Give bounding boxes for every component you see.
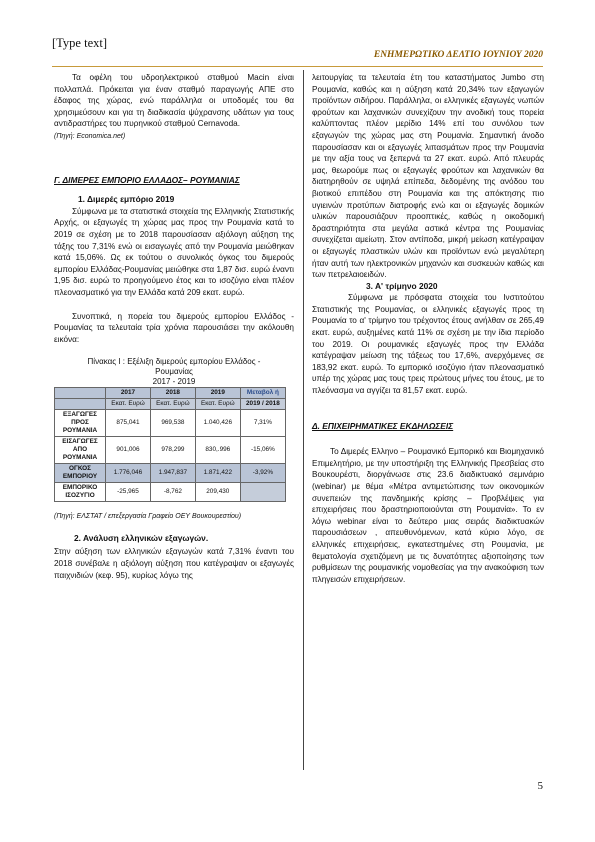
cell-value: 1.040,426 bbox=[195, 410, 240, 437]
cell-value: 875,041 bbox=[106, 410, 151, 437]
unit-2018: Εκατ. Ευρώ bbox=[150, 399, 195, 410]
table-unit-blank bbox=[55, 399, 106, 410]
table-source: (Πηγή: ΕΛΣΤΑΤ / επεξεργασία Γραφείο ΟΕΥ Βουκουρεστίου) bbox=[54, 513, 242, 521]
column-divider bbox=[303, 70, 304, 770]
events-paragraph: Το Διμερές Ελληνο – Ρουμανικό Εμπορικό και Βιομηχανικό Επιμελητήριο, με την υποστήριξη της Ελληνικής Πρεσβείας στο Βουκουρέστι, διοργάνωσε στις 23.6 διαδικτυακό σεμινάριο (webinar) με θέμα «Μέτρα αντιμετώπισης των οικονομικών συνεπειών της πανδημικής κρίσης – Προβλέψεις για επιχειρήσεις που δραστηριοποιούνται στη Ρουμανία». Το εν λόγω webinar είναι το δεύτερο μιας σειράς διαδικτυακών παρουσιάσεων , απευθυνόμενων, κατά κύριο λόγο, σε ελληνικές επιχειρήσεις, εγκατεστημένες στη Ρουμανία, με θεματολογία σχετιζόμενη με τις δυνατότητες αξιοποίησης των ρυθμίσεων της ρουμανικής νομοθεσίας για την ανακούφιση των πληγεισών επιχειρήσεων. bbox=[312, 447, 544, 584]
table-row bbox=[55, 410, 286, 437]
cell-value: 1.947,837 bbox=[150, 464, 195, 483]
table-caption-line3: 2017 - 2019 bbox=[152, 377, 196, 387]
bilateral-trade-paragraph: Σύμφωνα με τα στατιστικά στοιχεία της Ελληνικής Στατιστικής Αρχής, οι εξαγωγές τη χώρας μας προς την Ρουμανία κατά το 2019 σε σχέση με το 2018 παρουσίασαν αξιόλογη αύξηση της τάξης του 7,31% ενώ οι εισαγωγές από την Ρουμανία μειώθηκαν κατά 15,06%. Ως εκ τούτου ο συνολικός όγκος του διμερούς εμπορίου Ελλάδας-Ρουμανίας μειώθηκε στα 1,87 δισ. ευρώ έναντι 1,95 δισ. ευρώ το προηγούμενο έτος και το ισοζύγιο είναι πλέον πλεονασματικό για την Ελλάδα κατά 209 εκατ. ευρώ. bbox=[54, 206, 294, 297]
cell-value: 209,430 bbox=[195, 483, 240, 502]
intro-paragraph: Τα οφέλη του υδροηλεκτρικού σταθμού Macin είναι πολλαπλά. Πρόκειται για έναν σταθμό παραγωγής ΑΠΕ στο έδαφος της χώρας, ενώ παράλληλα οι υποδομές του θα χρησιμεύσουν και για τη διαδικασία ψύχρανσης υδάτων για τους αντιδραστήρες του πυρηνικού σταθμού Cernavoda. bbox=[54, 73, 294, 129]
cell-value: 901,006 bbox=[106, 437, 151, 464]
row-label: ΕΜΠΟΡΙΚΟ ΙΣΟΖΥΓΙΟ bbox=[55, 483, 106, 502]
cell-value: 978,299 bbox=[150, 437, 195, 464]
table-year-row bbox=[55, 388, 286, 399]
subheading-q1-2020: 3. Α' τρίμηνο 2020 bbox=[366, 280, 438, 291]
cell-change: 7,31% bbox=[240, 410, 285, 437]
change-unit: 2019 / 2018 bbox=[240, 399, 285, 410]
table-caption-line1: Πίνακας Ι : Εξέλιξη διμερούς εμπορίου Ελλάδος - bbox=[87, 357, 261, 367]
summary-paragraph: Συνοπτικά, η πορεία του διμερούς εμπορίου Ελλάδος - Ρουμανίας τα τελευταία τρία χρόνια παρουσιάσει την ακόλουθη εικόνα: bbox=[54, 311, 294, 344]
change-header: Μεταβολ ή bbox=[240, 388, 285, 399]
section-heading-d: Δ. ΕΠΙΧΕΙΡΗΜΑΤΙΚΕΣ ΕΚΔΗΛΩΣΕΙΣ bbox=[312, 420, 454, 431]
table-unit-row bbox=[55, 399, 286, 410]
year-2019: 2019 bbox=[195, 388, 240, 399]
cell-change bbox=[240, 483, 285, 502]
export-analysis-continued: λειτουργίας τα τελευταία έτη του καταστήματος Jumbo στη Ρουμανία, καθώς και η αύξηση κατά 20,34% των εξαγωγών προϊόντων σιδήρου. Παράλληλα, οι ελληνικές εξαγωγές νωπών φρούτων και λαχανικών συνεχίζουν την ανοδική τους πορεία καλύπτοντας πλέον μερίδιο 14% επί του συνόλου των εξαγωγών της χώρας μας στη Ρουμανία. Σημαντική άνοδο παρουσίασαν και οι εξαγωγές λιπασμάτων προς την Ρουμανία με την αξία τους να ξεπερνά τα 27 εκατ. ευρώ. Από πλευράς μας, θεωρούμε πως οι εξαγωγές φρούτων και λαχανικών θα διατηρηθούν σε υψηλά επίπεδα, δεδομένης της ανόδου του βιοτικού επιπέδου στη Ρουμανία και της απόκτησης πιο υγιεινών προτύπων διατροφής ενώ και οι εξαγωγές δομικών υλικών παρουσιάζουν προοπτικές, καθώς η οικοδομική δραστηριότητα στα μεγάλα αστικά κέντρα της Ρουμανίας συνεχίζεται αμείωτη. Στον αντίποδα, μικρή μείωση κατέγραψαν οι εξαγωγές πλαστικών υλών και προϊόντων ενώ μεγαλύτερη ήταν αυτή των ηλεκτρονικών μηχανών και συσκευών καθώς και των πετρελαιοειδών. bbox=[312, 73, 544, 280]
trade-table bbox=[54, 387, 286, 502]
subheading-export-analysis: 2. Ανάλυση ελληνικών εξαγωγών. bbox=[74, 532, 209, 543]
page-number: 5 bbox=[537, 780, 543, 792]
cell-change: -3,92% bbox=[240, 464, 285, 483]
cell-value: 830,.996 bbox=[195, 437, 240, 464]
unit-2017: Εκατ. Ευρώ bbox=[106, 399, 151, 410]
left-column bbox=[54, 72, 294, 581]
cell-value: -25,965 bbox=[106, 483, 151, 502]
table-row bbox=[55, 437, 286, 464]
subheading-bilateral-trade: 1. Διμερές εμπόριο 2019 bbox=[78, 194, 175, 205]
cell-value: -8,762 bbox=[150, 483, 195, 502]
q1-paragraph: Σύμφωνα με πρόσφατα στοιχεία του Ινστιτούτου Στατιστικής της Ρουμανίας, οι ελληνικές εξαγωγές προς τη Ρουμανία το α' τρίμηνο του τρέχοντος έτους ανήλθαν σε 265,49 εκατ. ευρώ, αυξημένες κατά 11% σε σχέση με την ίδια περίοδο του 2019. Οι ρουμανικές εξαγωγές προς την Ελλάδα κατέγραψαν μείωση της τάξεως του 17,6%, ανερχόμενες σε 183,92 εκατ. ευρώ. Το εμπορικό ισοζύγιο ήταν πλεονασματικό υπέρ της χώρας μας τους τρεις πρώτους μήνες του έτους, με το πλεόνασμα να αγγίζει τα 81,57 εκατ. ευρώ. bbox=[312, 293, 544, 396]
cell-change: -15,06% bbox=[240, 437, 285, 464]
cell-value: 1.871,422 bbox=[195, 464, 240, 483]
export-analysis-paragraph: Στην αύξηση των ελληνικών εξαγωγών κατά 7,31% έναντι του 2018 συνέβαλε η αξιόλογη αύξηση που κατέγραψαν οι εξαγωγές παιχνιδιών (κεφ. 95), κυρίως λόγω της bbox=[54, 547, 294, 580]
year-2018: 2018 bbox=[150, 388, 195, 399]
cell-value: 1.776,046 bbox=[106, 464, 151, 483]
year-2017: 2017 bbox=[106, 388, 151, 399]
table-row-highlight bbox=[55, 464, 286, 483]
header-left-text: [Type text] bbox=[52, 36, 108, 50]
cell-value: 969,538 bbox=[150, 410, 195, 437]
newsletter-title: ΕΝΗΜΕΡΩΤΙΚΟ ΔΕΛΤΙΟ ΙΟΥΝΙΟΥ 2020 bbox=[373, 50, 543, 60]
table-corner-cell bbox=[55, 388, 106, 399]
table-caption-line2: Ρουμανίας bbox=[155, 367, 193, 377]
section-heading-g: Γ. ΔΙΜΕΡΕΣ ΕΜΠΟΡΙΟ ΕΛΛΑΔΟΣ– ΡΟΥΜΑΝΙΑΣ bbox=[54, 174, 240, 185]
intro-source: (Πηγή: Economica.net) bbox=[54, 132, 126, 140]
header-rule bbox=[52, 66, 543, 67]
row-label: ΕΙΣΑΓΩΓΕΣ ΑΠΟ ΡΟΥΜΑΝΙΑ bbox=[55, 437, 106, 464]
row-label: ΟΓΚΟΣ ΕΜΠΟΡΙΟΥ bbox=[55, 464, 106, 483]
unit-2019: Εκατ. Ευρώ bbox=[195, 399, 240, 410]
row-label: ΕΞΑΓΩΓΕΣ ΠΡΟΣ ΡΟΥΜΑΝΙΑ bbox=[55, 410, 106, 437]
table-row bbox=[55, 483, 286, 502]
right-column bbox=[312, 72, 544, 585]
